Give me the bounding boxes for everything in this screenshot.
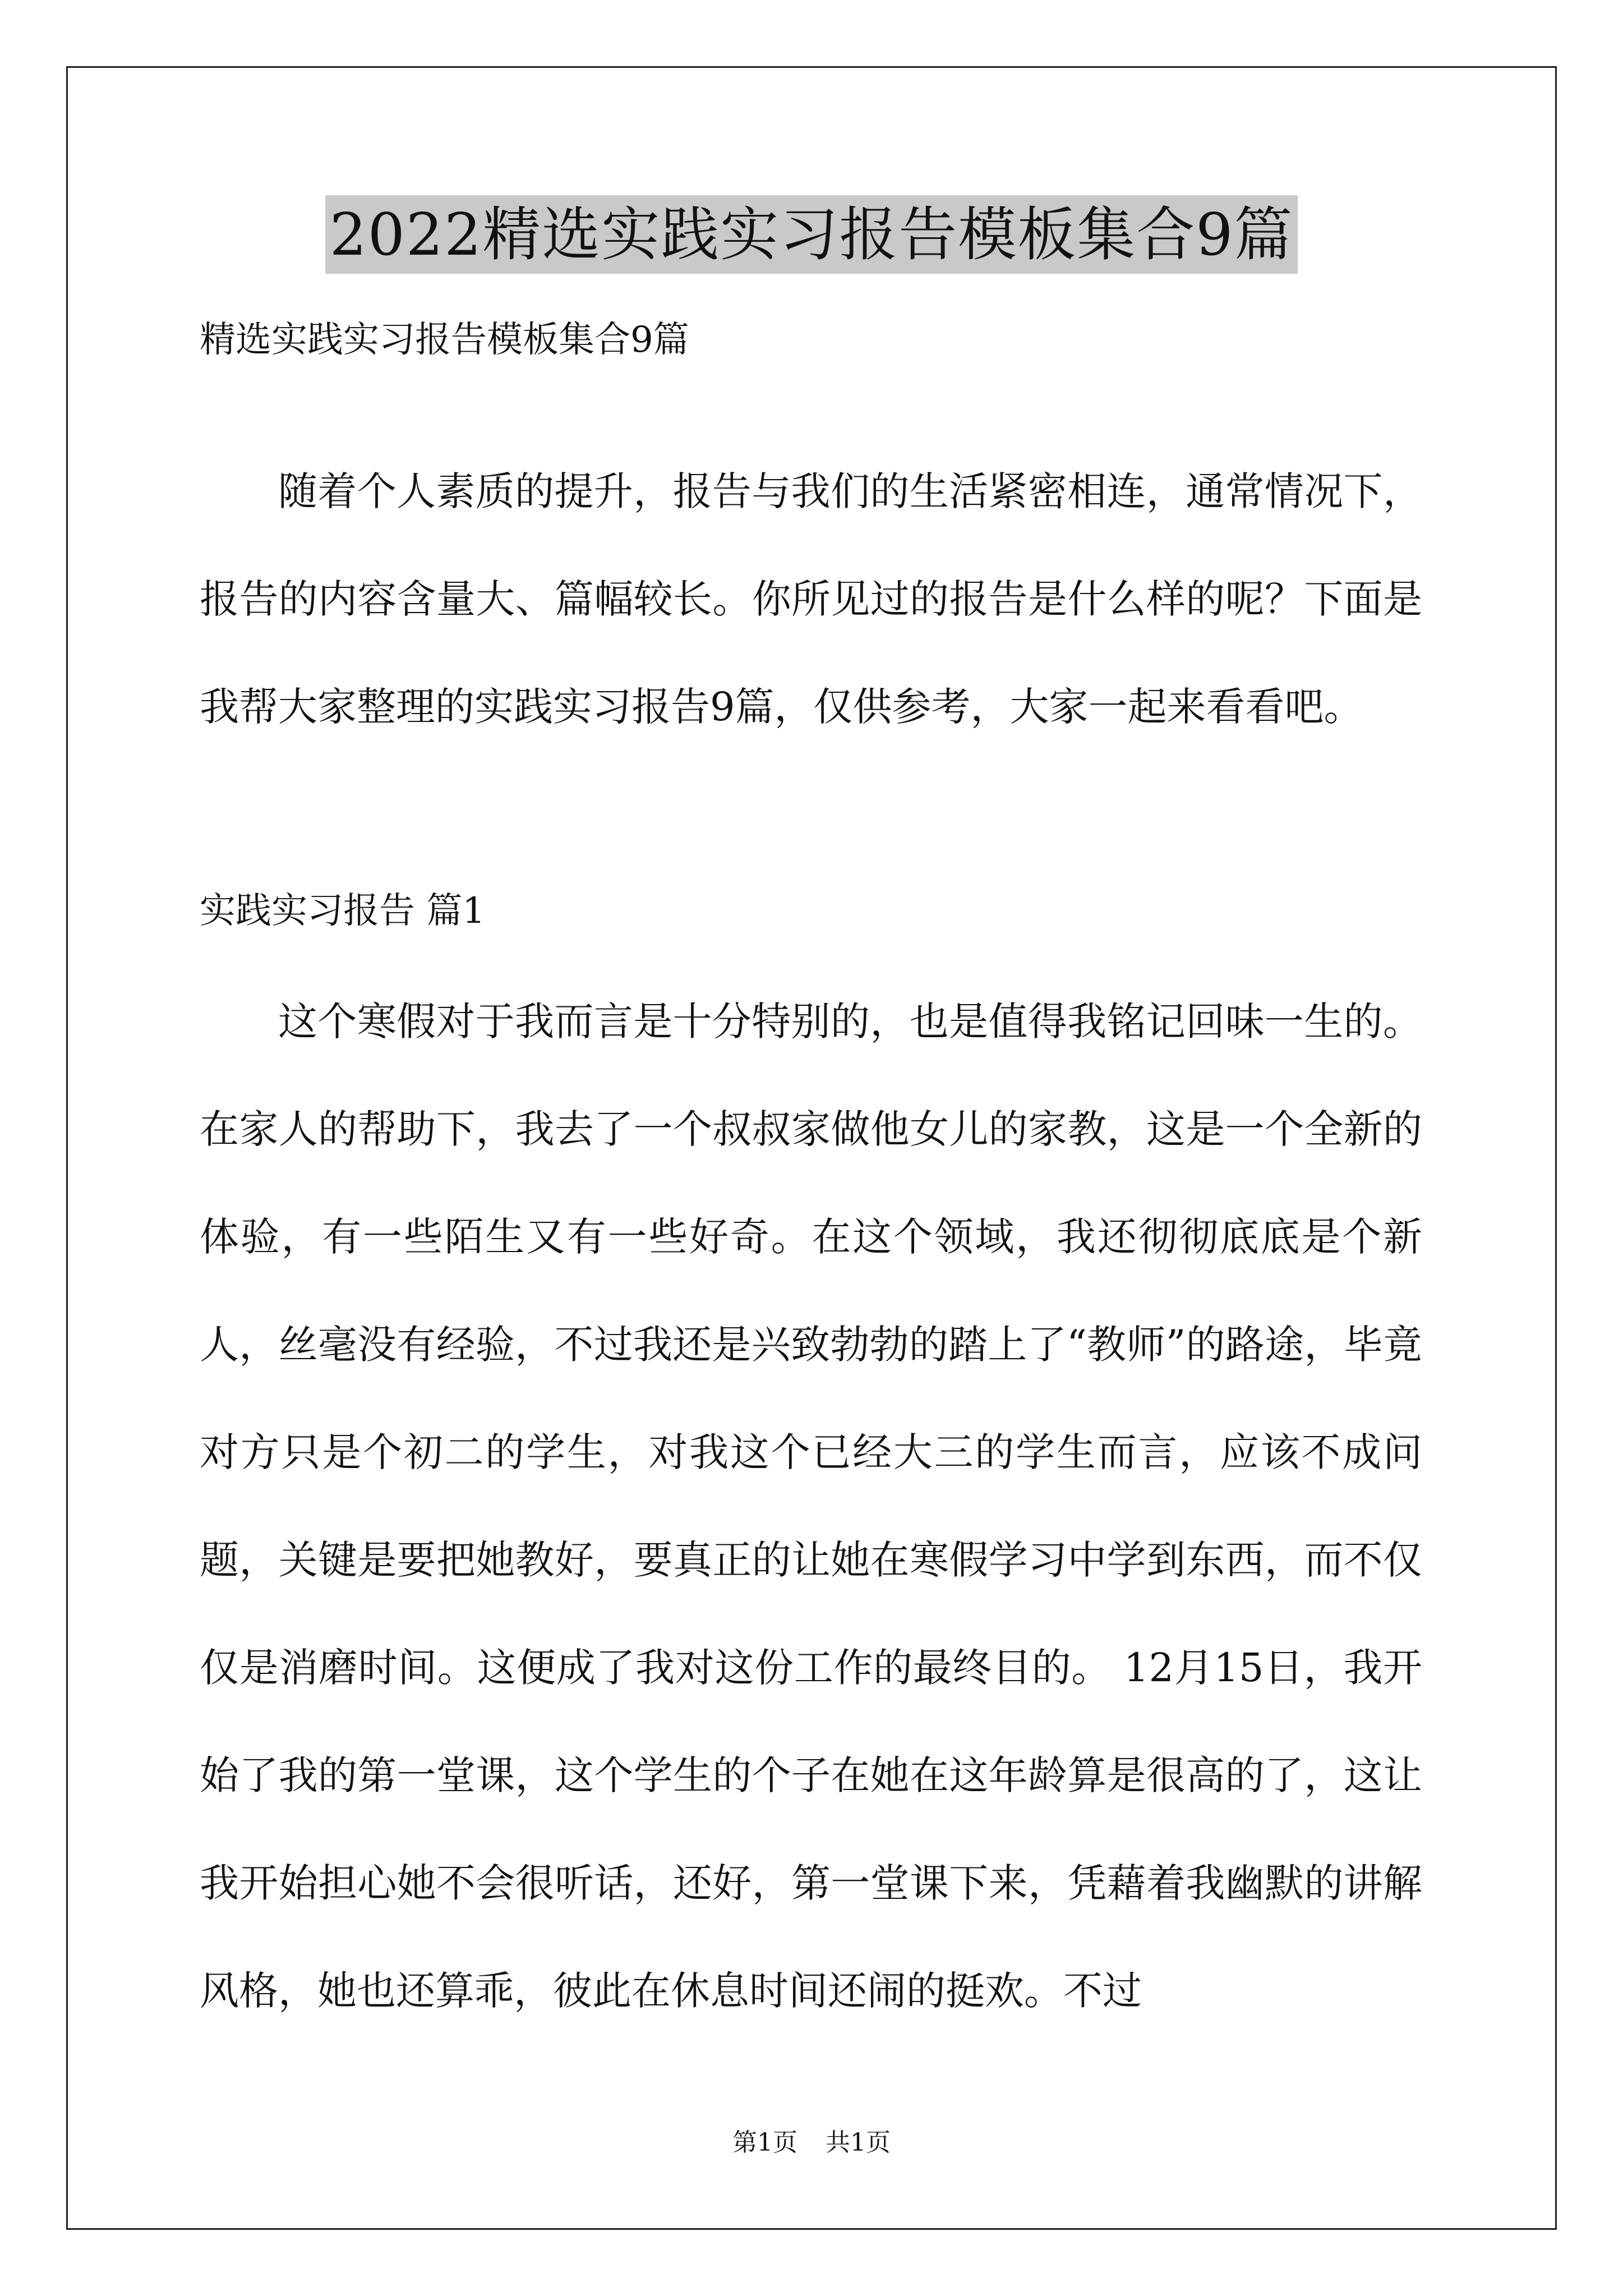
page-number: 第1页 xyxy=(732,2128,797,2157)
page-total: 共1页 xyxy=(826,2128,891,2157)
title-container xyxy=(0,195,1623,274)
page-footer xyxy=(0,2126,1623,2160)
document-title: 2022精选实践实习报告模板集合9篇 xyxy=(325,195,1298,274)
intro-paragraph: 随着个人素质的提升，报告与我们的生活紧密相连，通常情况下，报告的内容含量大、篇幅较长。你所见过的报告是什么样的呢？下面是我帮大家整理的实践实习报告9篇，仅供参考，大家一起来看看吧。 xyxy=(200,468,1422,730)
section-heading: 实践实习报告 篇1 xyxy=(200,890,486,932)
body-paragraph: 这个寒假对于我而言是十分特别的，也是值得我铭记回味一生的。在家人的帮助下，我去了一个叔叔家做他女儿的家教，这是一个全新的体验，有一些陌生又有一些好奇。在这个领域，我还彻彻底底是个新人，丝毫没有经验，不过我还是兴致勃勃的踏上了“教师”的路途，毕竟对方只是个初二的学生，对我这个已经大三的学生而言，应该不成问题，关键是要把她教好，要真正的让她在寒假学习中学到东西，而不仅仅是消磨时间。这便成了我对这份工作的最终目的。 12月15日，我开始了我的第一堂课，这个学生的个子在她在这年龄算是很高的了，这让我开始担心她不会很听话，还好，第一堂课下来，凭藉着我幽默的讲解风格，她也还算乖，彼此在休息时间还闹的挺欢。不过 xyxy=(200,999,1422,2014)
document-subtitle: 精选实践实习报告模板集合9篇 xyxy=(200,319,689,361)
